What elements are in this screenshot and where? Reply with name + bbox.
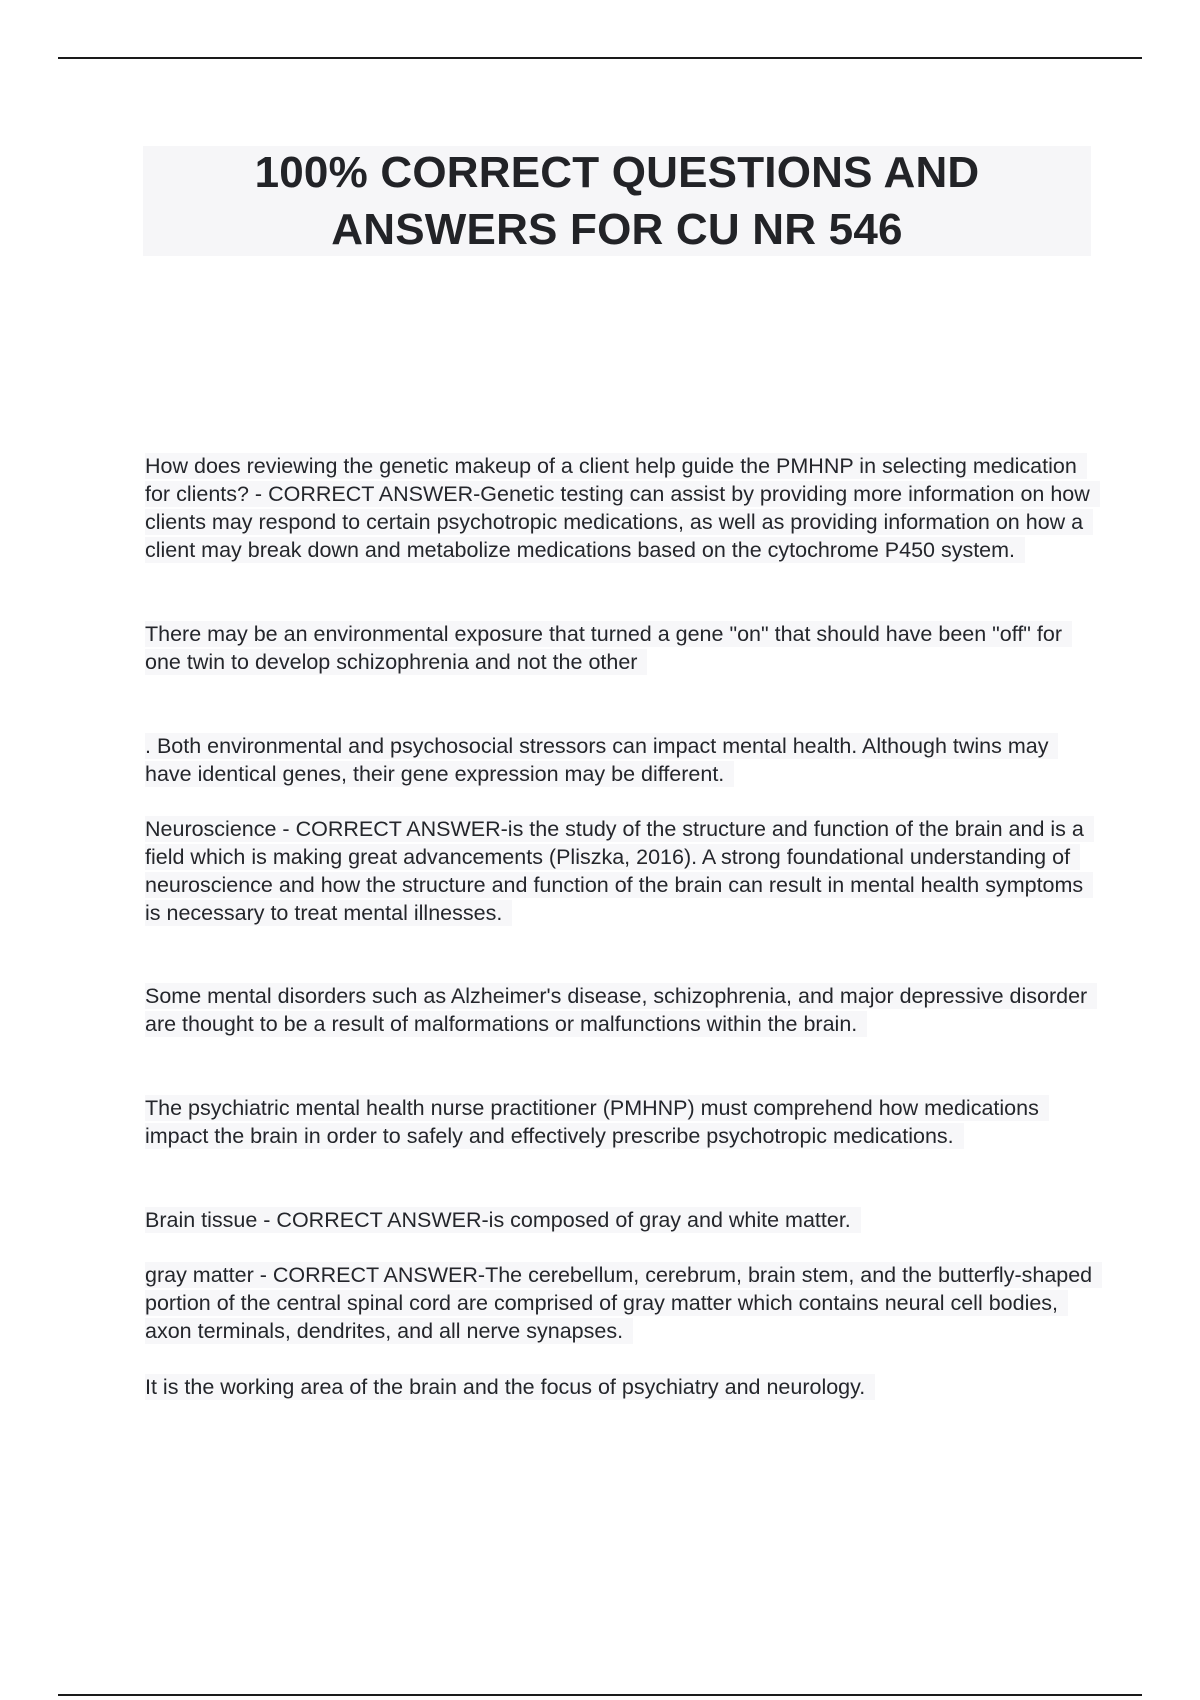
paragraph-working-area <box>145 1373 1095 1401</box>
paragraph-stressors <box>145 732 1095 788</box>
title-banner <box>143 146 1091 256</box>
paragraph-text: Neuroscience - CORRECT ANSWER-is the study of the structure and function of the brain and is a field which is making great advancements (Pliszka, 2016). A strong foundational understanding of neuroscience and how the structure and function of the brain can result in mental health symptoms is necessary to treat mental illnesses. <box>145 816 1094 926</box>
paragraph-genetic-makeup <box>145 452 1095 564</box>
paragraph-text: Brain tissue - CORRECT ANSWER-is composed of gray and white matter. <box>145 1207 861 1233</box>
paragraph-text: How does reviewing the genetic makeup of a client help guide the PMHNP in selecting medication for clients? - CORRECT ANSWER-Genetic testing can assist by providing more information on how clients may respond to certain psychotropic medications, as well as providing information on how a client may break down and metabolize medications based on the cytochrome P450 system. <box>145 453 1100 563</box>
paragraph-pmhnp-medications <box>145 1094 1095 1150</box>
paragraph-text: It is the working area of the brain and the focus of psychiatry and neurology. <box>145 1374 875 1400</box>
top-rule <box>58 57 1142 59</box>
paragraph-brain-tissue <box>145 1206 1095 1234</box>
paragraph-text: There may be an environmental exposure that turned a gene "on" that should have been "off" for one twin to develop schizophrenia and not the other <box>145 621 1072 675</box>
document-title: 100% CORRECT QUESTIONS AND ANSWERS FOR CU NR 546 <box>254 148 980 254</box>
bottom-rule <box>58 1694 1142 1696</box>
paragraph-environmental-exposure <box>145 620 1095 676</box>
paragraph-neuroscience <box>145 815 1095 927</box>
paragraph-text: Some mental disorders such as Alzheimer's disease, schizophrenia, and major depressive disorder are thought to be a result of malformations or malfunctions within the brain. <box>145 983 1097 1037</box>
paragraph-text: . Both environmental and psychosocial stressors can impact mental health. Although twins may have identical genes, their gene expression may be different. <box>145 733 1058 787</box>
paragraph-mental-disorders <box>145 982 1095 1038</box>
paragraph-gray-matter <box>145 1261 1095 1345</box>
paragraph-text: The psychiatric mental health nurse practitioner (PMHNP) must comprehend how medications impact the brain in order to safely and effectively prescribe psychotropic medications. <box>145 1095 1049 1149</box>
paragraph-text: gray matter - CORRECT ANSWER-The cerebellum, cerebrum, brain stem, and the butterfly-shaped portion of the central spinal cord are comprised of gray matter which contains neural cell bodies, axon terminals, dendrites, and all nerve synapses. <box>145 1262 1102 1344</box>
